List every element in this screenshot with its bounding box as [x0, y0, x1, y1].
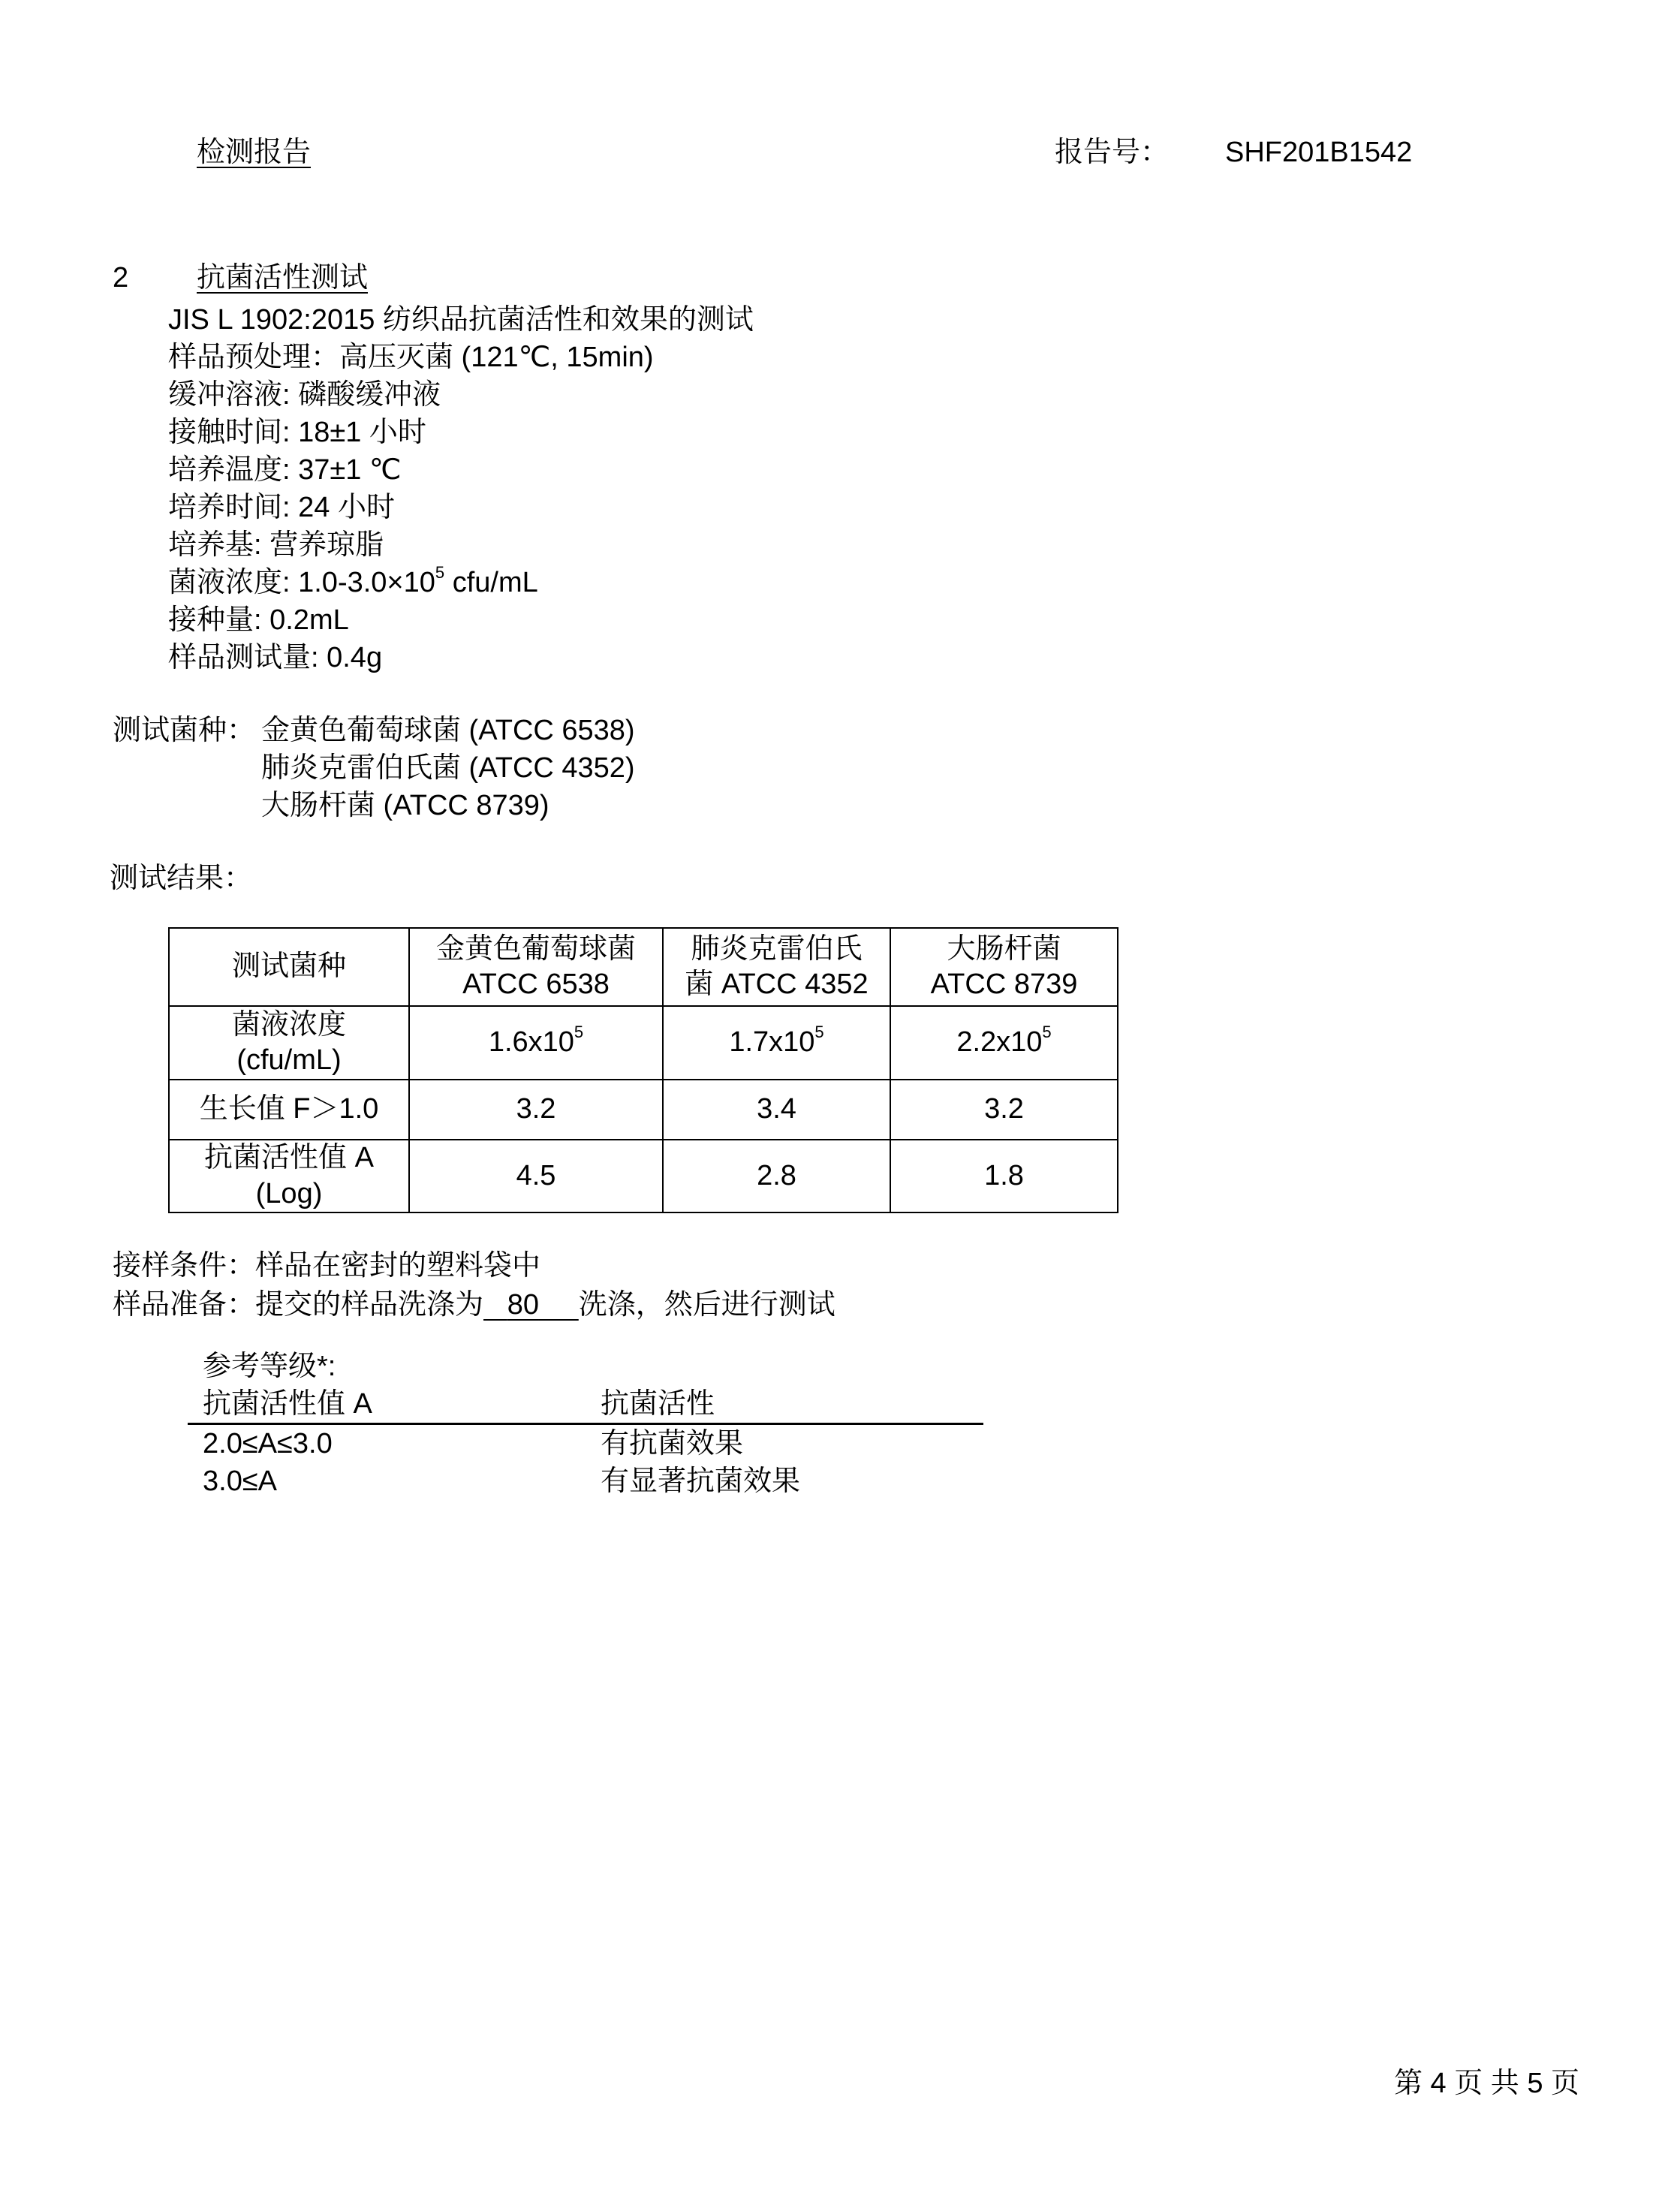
- table-row: [169, 1080, 1118, 1140]
- reference-divider: [188, 1423, 983, 1425]
- reference-title: 参考等级*:: [203, 1351, 336, 1382]
- row-label-activity: 抗菌活性值 A (Log): [169, 1140, 409, 1212]
- row-label-concentration: 菌液浓度 (cfu/mL): [169, 1006, 409, 1080]
- reference-effect: 有显著抗菌效果: [601, 1466, 801, 1497]
- reference-col-activity: 抗菌活性: [601, 1388, 715, 1420]
- reference-range: 3.0≤A: [203, 1466, 278, 1497]
- condition-temperature: 培养温度: 37±1 ℃: [168, 454, 402, 486]
- header-staph: 金黄色葡萄球菌 ATCC 6538: [409, 928, 663, 1006]
- cell-value: 4.5: [409, 1140, 663, 1212]
- strain-item: 肺炎克雷伯氏菌 (ATCC 4352): [261, 752, 635, 784]
- condition-medium: 培养基: 营养琼脂: [168, 529, 384, 561]
- report-number: SHF201B1542: [1225, 137, 1413, 168]
- strain-item: 金黄色葡萄球菌 (ATCC 6538): [261, 715, 635, 746]
- condition-inoculum: 接种量: 0.2mL: [168, 604, 349, 636]
- wash-count: 80: [507, 1289, 539, 1321]
- section-number: 2: [113, 262, 129, 294]
- results-table: [168, 927, 1118, 1213]
- table-row: [169, 1140, 1118, 1212]
- cell-value: 3.4: [663, 1080, 890, 1140]
- reference-col-activity-value: 抗菌活性值 A: [203, 1388, 372, 1420]
- reference-effect: 有抗菌效果: [601, 1428, 744, 1459]
- header-klebsiella: 肺炎克雷伯氏 菌 ATCC 4352: [663, 928, 890, 1006]
- condition-buffer: 缓冲溶液: 磷酸缓冲液: [168, 379, 441, 411]
- condition-standard: JIS L 1902:2015 纺织品抗菌活性和效果的测试: [168, 304, 754, 336]
- condition-pretreatment: 样品预处理：高压灭菌 (121℃, 15min): [168, 342, 654, 373]
- cell-value: 2.8: [663, 1140, 890, 1212]
- cell-value: 1.8: [890, 1140, 1118, 1212]
- cell-value: 3.2: [890, 1080, 1118, 1140]
- results-label: 测试结果：: [110, 863, 253, 894]
- condition-incubation-time: 培养时间: 24 小时: [168, 492, 395, 523]
- cell-value: $1.7x10^5$: [663, 1006, 890, 1080]
- condition-contact-time: 接触时间: 18±1 小时: [168, 417, 426, 448]
- reference-range: 2.0≤A≤3.0: [203, 1428, 333, 1459]
- strains-list: [261, 713, 635, 826]
- condition-concentration: 菌液浓度: $1.0-3.0\times 10^5$ cfu/mL: [168, 563, 538, 598]
- page-number: 第 4 页 共 5 页: [1394, 2068, 1580, 2099]
- sample-prep: 样品准备：提交的样品洗涤为 80 洗涤，然后进行测试: [113, 1288, 835, 1324]
- sample-receipt: 接样条件：样品在密封的塑料袋中: [113, 1250, 541, 1282]
- table-row: [169, 1006, 1118, 1080]
- cell-value: $2.2x10^5$: [890, 1006, 1118, 1080]
- row-label-growth: 生长值 F＞1.0: [169, 1080, 409, 1140]
- strains-label: 测试菌种：: [113, 715, 256, 746]
- strain-item: 大肠杆菌 (ATCC 8739): [261, 790, 549, 821]
- cell-value: 3.2: [409, 1080, 663, 1140]
- table-header-row: [169, 928, 1118, 1006]
- section-title: 抗菌活性测试: [197, 262, 369, 294]
- cell-value: $1.6x10^5$: [409, 1006, 663, 1080]
- report-number-label: 报告号：: [1055, 137, 1170, 168]
- header-ecoli: 大肠杆菌 ATCC 8739: [890, 928, 1118, 1006]
- condition-sample-amount: 样品测试量: 0.4g: [168, 642, 383, 673]
- report-title: 检测报告: [197, 137, 312, 168]
- header-strain: 测试菌种: [169, 928, 409, 1006]
- test-conditions: [168, 303, 754, 678]
